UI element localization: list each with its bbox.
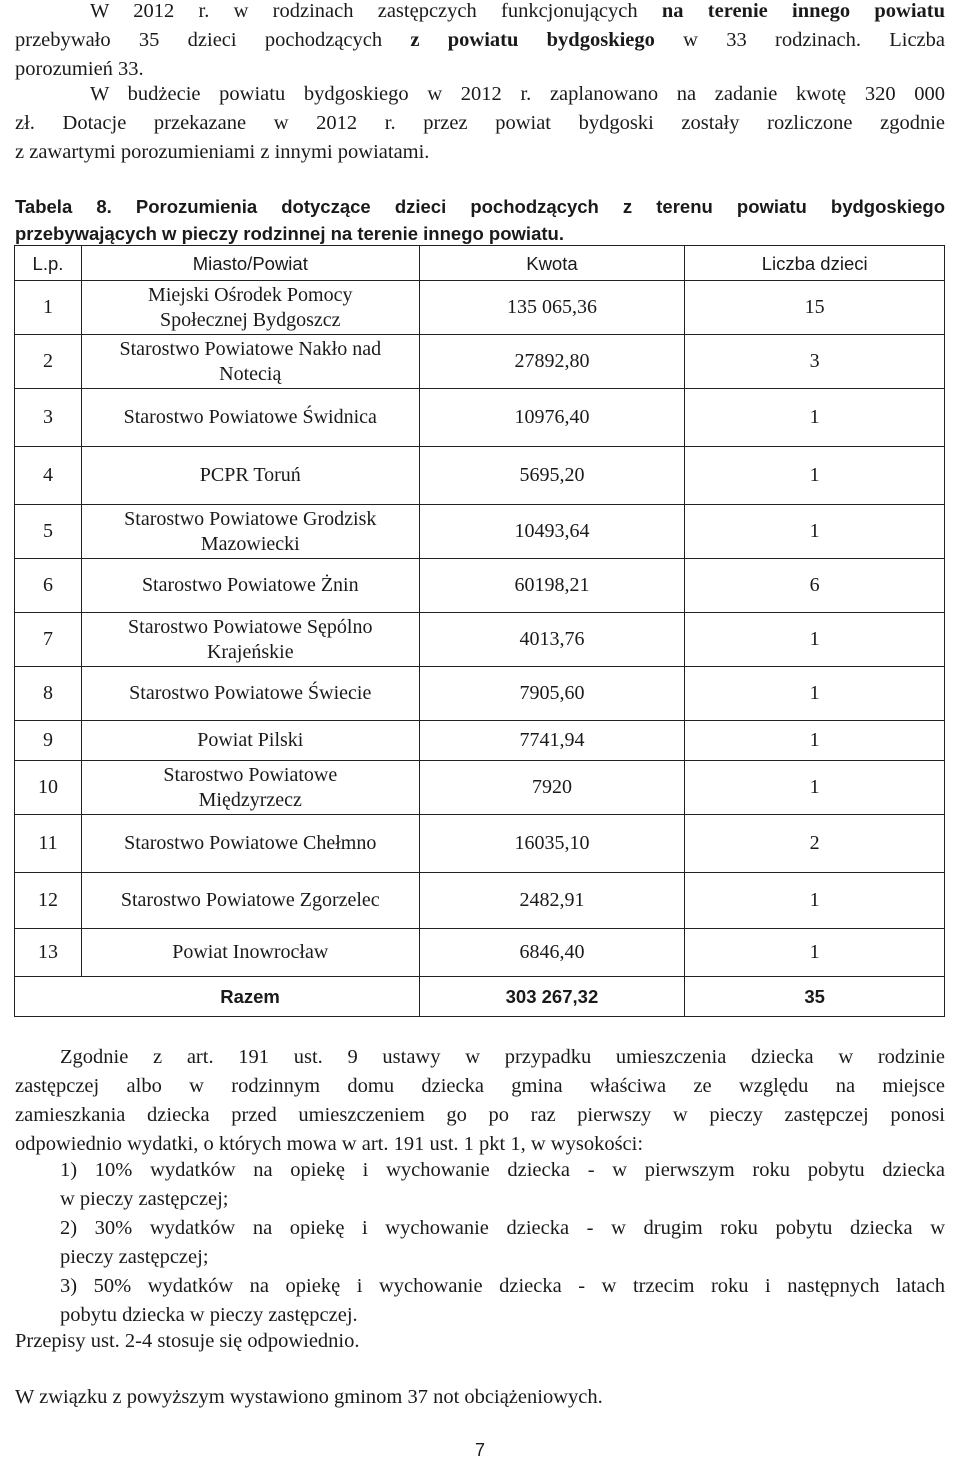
cell-amount: 10976,40 <box>419 389 685 447</box>
przepisy-line: Przepisy ust. 2-4 stosuje się odpowiednio. <box>15 1330 360 1352</box>
list-item: 1) 10% wydatków na opiekę i wychowanie dziecka - w pierwszym roku pobytu dziecka <box>60 1159 945 1181</box>
cell-lp: 6 <box>15 559 82 613</box>
cell-city-line: Starostwo Powiatowe Nakło nad <box>119 337 382 360</box>
cell-city-line: Powiat Inowrocław <box>172 941 329 963</box>
cell-amount: 7920 <box>419 761 685 815</box>
cell-children: 1 <box>685 389 945 447</box>
cell-city <box>81 447 419 505</box>
cell-children: 3 <box>685 335 945 389</box>
cell-city <box>81 281 419 335</box>
cell-amount: 5695,20 <box>419 447 685 505</box>
final-line: W związku z powyższym wystawiono gminom 37 not obciążeniowych. <box>15 1386 603 1408</box>
list-item: 3) 50% wydatków na opiekę i wychowanie dziecka - w trzecim roku i następnych latach <box>60 1275 945 1297</box>
cell-city-line: PCPR Toruń <box>199 464 301 486</box>
cell-city <box>81 929 419 977</box>
cell-children: 1 <box>685 667 945 721</box>
cell-children: 6 <box>685 559 945 613</box>
cell-amount: 2482,91 <box>419 873 685 929</box>
table-row <box>15 815 945 873</box>
cell-city-line: Starostwo Powiatowe Świdnica <box>123 406 377 428</box>
percentage-list <box>60 1156 945 1330</box>
cell-city <box>81 505 419 559</box>
list-item: 2) 30% wydatków na opiekę i wychowanie dziecka - w drugim roku pobytu dziecka w <box>60 1217 945 1239</box>
intro-paragraph-1 <box>15 0 945 84</box>
body-paragraph: Zgodnie z art. 191 ust. 9 ustawy w przypadku umieszczenia dziecka w rodzinie zastępczej albo w rodzinnym domu dziecka gmina właściwa ze względu na miejsce zamieszkania dziecka przed umieszczeniem go po raz pierwszy w pieczy zastępczej ponosi odpowiednio wydatki, o których mowa w art. 191 ust. 1 pkt 1, w wysokości: <box>15 1046 945 1155</box>
cell-amount: 60198,21 <box>419 559 685 613</box>
cell-children: 1 <box>685 761 945 815</box>
cell-city <box>81 335 419 389</box>
table-header-row <box>15 246 945 281</box>
cell-city <box>81 389 419 447</box>
table-row <box>15 281 945 335</box>
cell-lp: 5 <box>15 505 82 559</box>
cell-children: 2 <box>685 815 945 873</box>
cell-city-line: Starostwo Powiatowe Zgorzelec <box>120 889 380 911</box>
table-row <box>15 929 945 977</box>
cell-lp: 11 <box>15 815 82 873</box>
cell-lp: 10 <box>15 761 82 815</box>
cell-city-line: Społecznej Bydgoszcz <box>160 308 341 331</box>
cell-children: 1 <box>685 929 945 977</box>
cell-city-line: Miejski Ośrodek Pomocy <box>148 283 353 306</box>
intro-line: W 2012 r. w rodzinach zastępczych funkcjonujących na terenie innego powiatu <box>90 0 945 22</box>
intro-line: zł. Dotacje przekazane w 2012 r. przez powiat bydgoski zostały rozliczone zgodnie <box>15 112 945 134</box>
cell-children: 1 <box>685 447 945 505</box>
table-row <box>15 667 945 721</box>
intro-paragraph-2 <box>15 80 945 167</box>
cell-children: 1 <box>685 613 945 667</box>
cell-city <box>81 559 419 613</box>
cell-lp: 3 <box>15 389 82 447</box>
cell-city-line: Starostwo Powiatowe Świecie <box>129 682 372 704</box>
header-lp: L.p. <box>15 246 82 281</box>
page-number: 7 <box>474 1440 485 1460</box>
cell-amount: 27892,80 <box>419 335 685 389</box>
cell-lp: 9 <box>15 721 82 761</box>
list-item-cont: pieczy zastępczej; <box>60 1246 209 1268</box>
cell-city-line: Notecią <box>219 362 282 385</box>
cell-amount: 10493,64 <box>419 505 685 559</box>
cell-amount: 7741,94 <box>419 721 685 761</box>
table-row <box>15 389 945 447</box>
cell-city-line: Powiat Pilski <box>197 729 304 751</box>
header-city: Miasto/Powiat <box>81 246 419 281</box>
cell-city <box>81 815 419 873</box>
cell-city-line: Starostwo Powiatowe Grodzisk <box>124 507 377 530</box>
list-item-cont: pobytu dziecka w pieczy zastępczej. <box>60 1304 358 1326</box>
table-row <box>15 335 945 389</box>
list-item-cont: w pieczy zastępczej; <box>60 1188 229 1210</box>
agreements-table <box>14 245 945 1017</box>
table-total-row <box>15 977 945 1017</box>
cell-city <box>81 613 419 667</box>
table-row <box>15 761 945 815</box>
header-amount: Kwota <box>419 246 685 281</box>
cell-city <box>81 721 419 761</box>
cell-city <box>81 873 419 929</box>
cell-city-line: Starostwo Powiatowe Sępólno <box>128 615 373 638</box>
table-row <box>15 447 945 505</box>
cell-amount: 16035,10 <box>419 815 685 873</box>
cell-city-line: Międzyrzecz <box>198 788 302 811</box>
cell-city <box>81 761 419 815</box>
cell-lp: 13 <box>15 929 82 977</box>
intro-line: W budżecie powiatu bydgoskiego w 2012 r. zaplanowano na zadanie kwotę 320 000 <box>90 83 945 105</box>
intro-line: porozumień 33. <box>15 58 144 80</box>
cell-children: 1 <box>685 873 945 929</box>
cell-amount: 7905,60 <box>419 667 685 721</box>
cell-lp: 4 <box>15 447 82 505</box>
intro-line: przebywało 35 dzieci pochodzących z powiatu bydgoskiego w 33 rodzinach. Liczba <box>15 29 945 51</box>
header-children: Liczba dzieci <box>685 246 945 281</box>
table-row <box>15 559 945 613</box>
cell-city-line: Mazowiecki <box>200 532 300 555</box>
cell-city-line: Krajeńskie <box>206 640 294 663</box>
table-row <box>15 505 945 559</box>
cell-amount: 135 065,36 <box>419 281 685 335</box>
cell-children: 15 <box>685 281 945 335</box>
cell-city <box>81 667 419 721</box>
total-amount: 303 267,32 <box>419 977 685 1017</box>
cell-lp: 8 <box>15 667 82 721</box>
cell-lp: 7 <box>15 613 82 667</box>
cell-children: 1 <box>685 721 945 761</box>
total-label: Razem <box>81 977 419 1017</box>
table-row <box>15 873 945 929</box>
cell-lp: 12 <box>15 873 82 929</box>
table-caption: Tabela 8. Porozumienia dotyczące dzieci pochodzących z terenu powiatu bydgoskiego przebywających w pieczy rodzinnej na terenie innego powiatu. <box>15 196 945 244</box>
cell-lp: 2 <box>15 335 82 389</box>
cell-amount: 4013,76 <box>419 613 685 667</box>
total-children: 35 <box>685 977 945 1017</box>
cell-city-line: Starostwo Powiatowe Żnin <box>141 574 359 596</box>
cell-city-line: Starostwo Powiatowe Chełmno <box>124 832 377 854</box>
total-empty-cell <box>15 977 82 1017</box>
cell-children: 1 <box>685 505 945 559</box>
cell-city-line: Starostwo Powiatowe <box>163 763 338 786</box>
cell-lp: 1 <box>15 281 82 335</box>
cell-amount: 6846,40 <box>419 929 685 977</box>
intro-line: z zawartymi porozumieniami z innymi powiatami. <box>15 141 430 163</box>
table-row <box>15 721 945 761</box>
table-row <box>15 613 945 667</box>
